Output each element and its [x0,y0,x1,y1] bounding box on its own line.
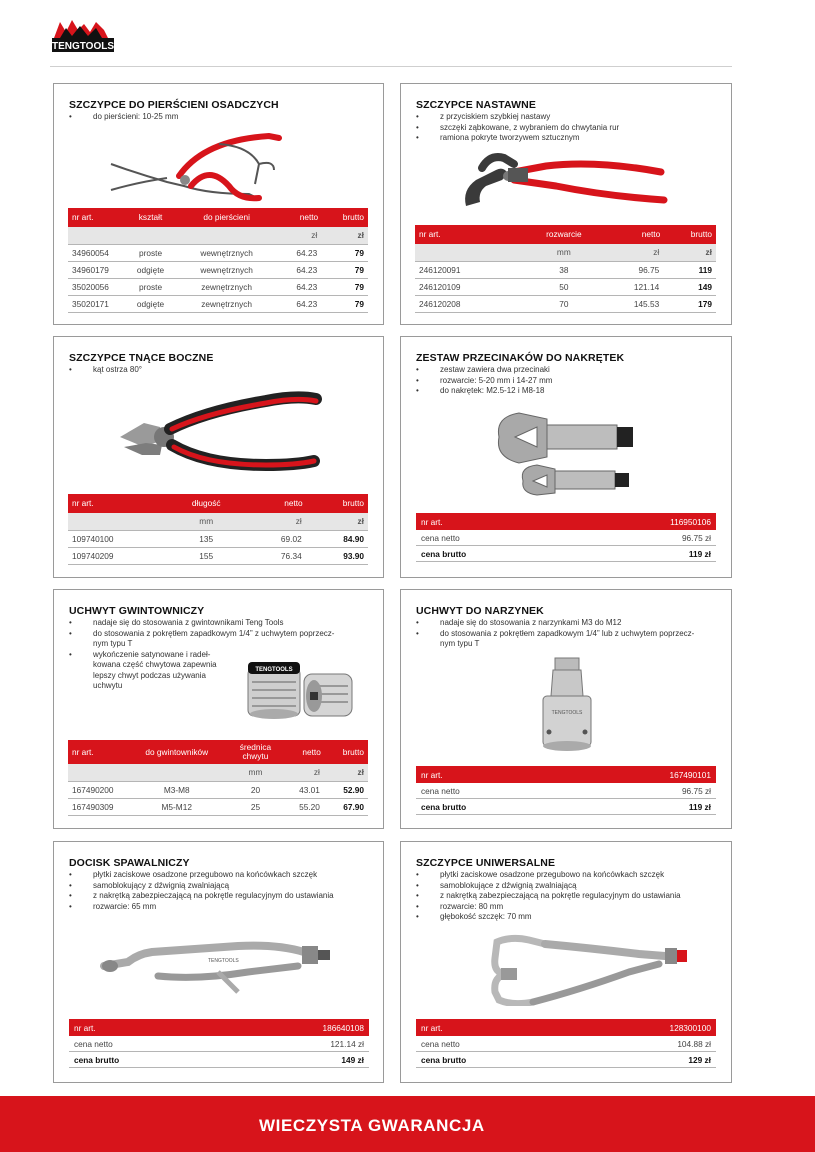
col-header: do pierścieni [178,208,275,227]
svg-text:TENGTOOLS: TENGTOOLS [208,958,239,964]
price-header [69,1019,369,1036]
table-row [68,547,368,564]
col-header: nr art. [68,740,123,764]
svg-text:TENGTOOLS: TENGTOOLS [255,667,293,673]
gross-label: cena brutto [74,1054,120,1065]
net-value: 96.75 zł [681,532,711,543]
table-header-row [68,208,368,227]
unit-cell [123,227,178,244]
cell: 121.14 [603,278,664,295]
feature-item: lepszy chwyt podczas używania [93,670,206,680]
table-row [68,295,368,312]
side-cutters-image [116,385,326,482]
product-title: SZCZYPCE DO PIERŚCIENI OSADCZYCH [69,99,279,111]
price-header [416,1019,716,1036]
unit-cell [178,227,275,244]
col-header: brutto [324,740,368,764]
units-row [68,513,368,530]
art-label: nr art. [421,769,443,780]
cell: 149 [663,278,716,295]
circlip-pliers-image [109,124,289,207]
price-gross-row [69,1052,369,1068]
feature-item: • do nakrętek: M2.5-12 i M8-18 [416,386,552,397]
art-label: nr art. [421,516,443,527]
feature-item: • z nakrętką zabezpieczającą na pokrętle regulacyjnym do ustawiania [416,891,681,902]
col-header: kształt [123,208,178,227]
price-gross-row [416,546,716,562]
product-title: SZCZYPCE TNĄCE BOCZNE [69,352,214,364]
cell: wewnętrznych [178,261,275,278]
cell: 70 [525,295,603,312]
product-card-retaining-ring-pliers [53,83,384,325]
feature-list [416,870,681,923]
cell: M3-M8 [123,781,230,798]
net-label: cena netto [74,1038,113,1049]
col-header: netto [275,208,321,227]
cell: 109740209 [68,547,168,564]
cell: 79 [321,244,368,261]
gross-label: cena brutto [421,1054,467,1065]
table-row [415,295,716,312]
unit-cell: mm [230,764,280,781]
price-net-row [416,1036,716,1052]
art-number: 128300100 [669,1022,711,1033]
cell: 119 [663,261,716,278]
product-card-universal-clamp [400,841,732,1083]
cell: 64.23 [275,278,321,295]
col-header: średnica chwytu [230,740,280,764]
price-box [416,766,716,815]
cell: 145.53 [603,295,664,312]
cell: 64.23 [275,244,321,261]
nut-splitters-image [493,407,643,502]
feature-item: • nadaje się do stosowania z narzynkami M3 do M12 [416,618,694,629]
svg-text:TENGTOOLS: TENGTOOLS [551,710,583,716]
cell: 35020171 [68,295,123,312]
price-header [416,513,716,530]
cell: 93.90 [306,547,368,564]
net-label: cena netto [421,1038,460,1049]
net-value: 96.75 zł [681,785,711,796]
cell: proste [123,244,178,261]
gross-label: cena brutto [421,801,467,812]
product-card-welding-clamp [53,841,384,1083]
cell: 167490200 [68,781,123,798]
price-net-row [69,1036,369,1052]
adjustable-pliers-image [456,150,676,221]
art-number: 167490101 [669,769,711,780]
net-value: 104.88 zł [677,1038,711,1049]
feature-item: • płytki zaciskowe osadzone przegubowo na końcówkach szczęk [416,870,681,881]
cell: 167490309 [68,798,123,815]
product-title: ZESTAW PRZECINAKÓW DO NAKRĘTEK [416,352,625,364]
table-row [68,798,368,815]
feature-item: • zestaw zawiera dwa przecinaki [416,365,552,376]
unit-cell: zł [324,764,368,781]
unit-cell: zł [663,244,716,261]
feature-item: • kąt ostrza 80° [69,365,142,376]
price-box [416,1019,716,1068]
unit-cell: mm [168,513,244,530]
col-header: nr art. [68,494,168,513]
cell: 79 [321,261,368,278]
unit-cell [68,227,123,244]
feature-item: • do stosowania z pokrętłem zapadkowym 1/4” lub z uchwytem poprzecz- [416,629,694,640]
welding-clamp-image [98,936,338,1011]
cell: 64.23 [275,261,321,278]
feature-list [416,112,619,144]
cell: zewnętrznych [178,278,275,295]
svg-text:TENGTOOLS: TENGTOOLS [51,41,115,52]
col-header: netto [280,740,323,764]
feature-list [416,618,694,650]
units-row [68,227,368,244]
unit-cell [415,244,525,261]
feature-list [416,365,552,397]
art-number: 116950106 [670,516,711,527]
spec-table [68,740,368,816]
product-card-die-holder [400,589,732,829]
cell: 34960179 [68,261,123,278]
cell: 79 [321,295,368,312]
table-row [68,781,368,798]
product-title: DOCISK SPAWALNICZY [69,857,190,869]
cell: 64.23 [275,295,321,312]
feature-item: uchwytu [93,681,123,690]
col-header: brutto [321,208,368,227]
product-card-tap-holder [53,589,384,829]
table-header-row [415,225,716,244]
product-card-adjustable-pliers [400,83,732,325]
cell: 79 [321,278,368,295]
c-clamp-pliers-image [489,934,689,1011]
die-holder-image [539,656,595,759]
feature-item: • rozwarcie: 65 mm [69,902,334,913]
unit-cell: zł [244,513,305,530]
product-card-nut-splitter-set [400,336,732,578]
cell: 96.75 [603,261,664,278]
cell: odgięte [123,261,178,278]
gross-value: 119 zł [688,548,711,559]
cell: 155 [168,547,244,564]
feature-item: • ramiona pokryte tworzywem sztucznym [416,133,619,144]
net-label: cena netto [421,532,460,543]
table-row [415,278,716,295]
cell: 246120208 [415,295,525,312]
feature-item: • samoblokujący z dźwignią zwalniającą [69,881,334,892]
cell: zewnętrznych [178,295,275,312]
feature-item: • do stosowania z pokrętłem zapadkowym 1/4” z uchwytem poprzecz- [69,629,334,640]
col-header: rozwarcie [525,225,603,244]
table-row [68,530,368,547]
cell: 76.34 [244,547,305,564]
gross-label: cena brutto [421,548,467,559]
feature-item: • z przyciskiem szybkiej nastawy [416,112,619,123]
unit-cell: mm [525,244,603,261]
feature-item: • do pierścieni: 10-25 mm [69,112,178,123]
footer-banner [0,1096,815,1152]
feature-item: • samoblokujące z dźwignią zwalniającą [416,881,681,892]
product-title: UCHWYT GWINTOWNICZY [69,605,205,617]
feature-item: kowana część chwytowa zapewnia [93,660,217,669]
feature-list [69,112,178,123]
cell: 43.01 [280,781,323,798]
table-row [68,244,368,261]
cell: 20 [230,781,280,798]
table-row [68,278,368,295]
price-net-row [416,783,716,799]
units-row [415,244,716,261]
cell: 38 [525,261,603,278]
unit-cell: zł [280,764,323,781]
gross-value: 129 zł [688,1054,711,1065]
cell: 35020056 [68,278,123,295]
units-row [68,764,368,781]
col-header: do gwintowników [123,740,230,764]
art-number: 186640108 [322,1022,364,1033]
net-label: cena netto [421,785,460,796]
unit-cell [123,764,230,781]
price-header [416,766,716,783]
product-card-side-cutters [53,336,384,578]
feature-item: • z nakrętką zabezpieczającą na pokrętle regulacyjnym do ustawiania [69,891,334,902]
unit-cell [68,764,123,781]
feature-item: • szczęki ząbkowane, z wybraniem do chwytania rur [416,123,619,134]
cell: wewnętrznych [178,244,275,261]
unit-cell: zł [306,513,368,530]
spec-table [68,208,368,313]
tap-holder-image [244,654,364,727]
cell: 50 [525,278,603,295]
cell: 55.20 [280,798,323,815]
feature-item: • nadaje się do stosowania z gwintownikami Teng Tools [69,618,334,629]
feature-list [69,365,142,376]
gross-value: 119 zł [688,801,711,812]
col-header: brutto [306,494,368,513]
table-row [415,261,716,278]
feature-item: • rozwarcie: 5-20 mm i 14-27 mm [416,376,552,387]
cell: 109740100 [68,530,168,547]
cell: proste [123,278,178,295]
feature-item: • rozwarcie: 80 mm [416,902,681,913]
unit-cell: zł [275,227,321,244]
product-title: SZCZYPCE UNIWERSALNE [416,857,556,869]
table-header-row [68,494,368,513]
art-label: nr art. [74,1022,96,1033]
price-gross-row [416,1052,716,1068]
price-gross-row [416,799,716,815]
cell: 179 [663,295,716,312]
cell: 34960054 [68,244,123,261]
feature-item: nym typu T [93,639,133,648]
unit-cell [68,513,168,530]
cell: 25 [230,798,280,815]
cell: 67.90 [324,798,368,815]
product-title: SZCZYPCE NASTAWNE [416,99,536,111]
teng-tools-logo [50,16,116,56]
feature-item: • głębokość szczęk: 70 mm [416,912,681,923]
cell: M5-M12 [123,798,230,815]
header-divider [50,66,732,67]
gross-value: 149 zł [341,1054,364,1065]
price-box [69,1019,369,1068]
cell: 246120109 [415,278,525,295]
table-row [68,261,368,278]
feature-item: • płytki zaciskowe osadzone przegubowo na końcówkach szczęk [69,870,334,881]
feature-list [69,870,334,912]
col-header: netto [244,494,305,513]
col-header: nr art. [68,208,123,227]
spec-table [415,225,716,313]
price-net-row [416,530,716,546]
footer-text: WIECZYSTA GWARANCJA [259,1116,485,1135]
col-header: nr art. [415,225,525,244]
product-title: UCHWYT DO NARZYNEK [416,605,544,617]
col-header: netto [603,225,664,244]
cell: 52.90 [324,781,368,798]
unit-cell: zł [321,227,368,244]
col-header: brutto [663,225,716,244]
table-header-row [68,740,368,764]
cell: 135 [168,530,244,547]
cell: 69.02 [244,530,305,547]
unit-cell: zł [603,244,664,261]
feature-item: • wykończenie satynowane i radeł- [69,650,334,661]
art-label: nr art. [421,1022,443,1033]
spec-table [68,494,368,565]
cell: odgięte [123,295,178,312]
net-value: 121.14 zł [330,1038,364,1049]
cell: 246120091 [415,261,525,278]
cell: 84.90 [306,530,368,547]
price-box [416,513,716,562]
feature-item: nym typu T [440,639,480,648]
col-header: długość [168,494,244,513]
